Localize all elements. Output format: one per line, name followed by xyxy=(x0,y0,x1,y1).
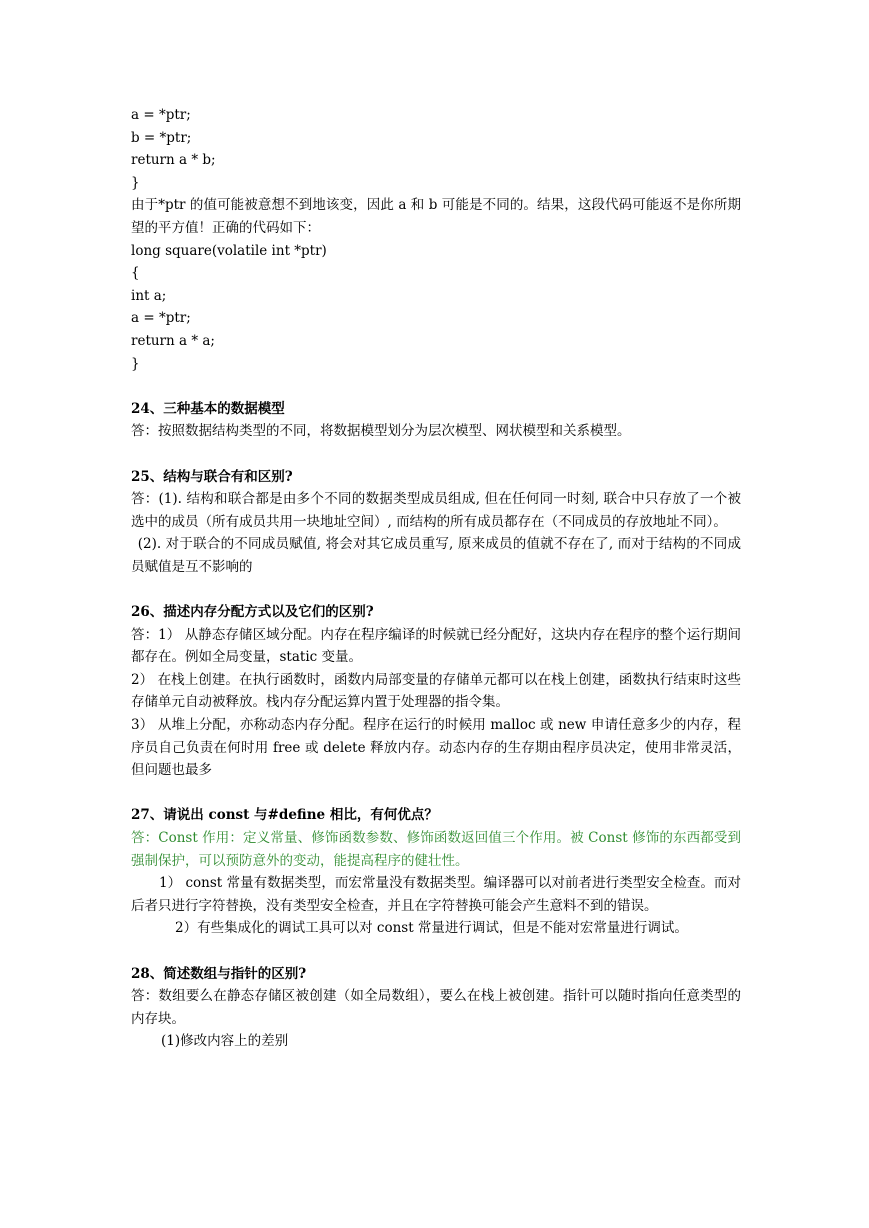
code-line: { xyxy=(131,265,140,282)
code-line: return a * b; xyxy=(131,152,216,169)
document-page xyxy=(131,104,741,1053)
question-28-answer-2: (1)修改内容上的差别 xyxy=(161,1033,289,1050)
question-28-heading: 28、简述数组与指针的区别? xyxy=(131,965,307,982)
code-line: a = *ptr; xyxy=(131,107,191,123)
question-26-answer-1: 答：1） 从静态存储区域分配。内存在程序编译的时候就已经分配好，这块内存在程序的整个运行期间都存在。例如全局变量，static 变量。 xyxy=(131,626,741,666)
code-line: } xyxy=(131,355,140,372)
question-25-heading: 25、结构与联合有和区别? xyxy=(131,468,293,485)
question-28-answer-1: 答：数组要么在静态存储区被创建（如全局数组），要么在栈上被创建。指针可以随时指向任意类型的内存块。 xyxy=(131,988,741,1027)
question-26-heading: 26、描述内存分配方式以及它们的区别? xyxy=(131,604,374,621)
code-line: return a * a; xyxy=(131,332,215,349)
code-line: b = *ptr; xyxy=(131,129,192,146)
question-24-answer: 答：按照数据结构类型的不同，将数据模型划分为层次模型、网状模型和关系模型。 xyxy=(131,423,631,440)
code-line: } xyxy=(131,174,140,191)
explanation-paragraph: 由于*ptr 的值可能被意想不到地该变，因此 a 和 b 可能是不同的。结果，这段代码可能返不是你所期望的平方值！正确的代码如下： xyxy=(131,197,741,236)
question-25-answer-2: (2). 对于联合的不同成员赋值, 将会对其它成员重写, 原来成员的值就不存在了, 而对于结构的不同成员赋值是互不影响的 xyxy=(131,536,741,575)
code-line: a = *ptr; xyxy=(131,310,191,327)
question-27-answer-3: 2）有些集成化的调试工具可以对 const 常量进行调试，但是不能对宏常量进行调试。 xyxy=(175,920,688,937)
question-26-answer-2: 2） 在栈上创建。在执行函数时，函数内局部变量的存储单元都可以在栈上创建，函数执行结束时这些存储单元自动被释放。栈内存分配运算内置于处理器的指令集。 xyxy=(131,671,741,711)
code-line: int a; xyxy=(131,287,167,304)
code-line: long square(volatile int *ptr) xyxy=(131,242,327,259)
question-24-heading: 24、三种基本的数据模型 xyxy=(131,400,285,417)
question-27-answer-1: 答：Const 作用：定义常量、修饰函数参数、修饰函数返回值三个作用。被 Const 修饰的东西都受到强制保护，可以预防意外的变动，能提高程序的健壮性。 xyxy=(131,830,741,869)
question-25-answer-1: 答：(1). 结构和联合都是由多个不同的数据类型成员组成, 但在任何同一时刻, 联合中只存放了一个被选中的成员（所有成员共用一块地址空间）, 而结构的所有成员都存在（不同成员的存放地址不同）。 xyxy=(131,491,741,530)
question-27-answer-2: 1） const 常量有数据类型，而宏常量没有数据类型。编译器可以对前者进行类型安全检查。而对后者只进行字符替换，没有类型安全检查，并且在字符替换可能会产生意料不到的错误。 xyxy=(131,875,741,914)
question-27-heading: 27、请说出 const 与#define 相比，有何优点？ xyxy=(131,807,438,824)
question-26-answer-3: 3） 从堆上分配，亦称动态内存分配。程序在运行的时候用 malloc 或 new 申请任意多少的内存，程序员自己负责在何时用 free 或 delete 释放内存。动态内存的生存期由程序员决定，使用非常灵活，但问题也最多 xyxy=(131,717,741,779)
